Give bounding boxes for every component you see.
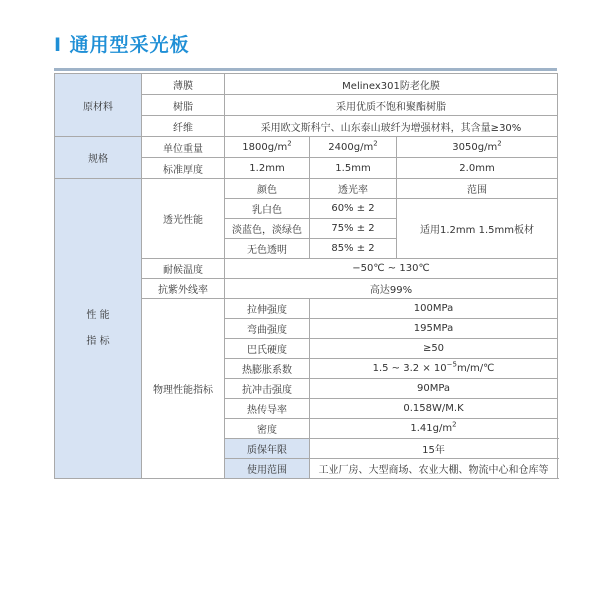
param-name: 标准厚度 xyxy=(142,158,225,179)
param-value: 195MPa xyxy=(310,319,558,339)
param-name: 弯曲强度 xyxy=(225,319,310,339)
param-value: 15年 xyxy=(310,439,558,459)
category-warranty: 质保年限 xyxy=(225,439,310,459)
param-value: 采用欧文斯科宁、山东泰山玻纤为增强材料，其含量≥30% xyxy=(225,116,558,137)
param-name: 拉伸强度 xyxy=(225,299,310,319)
param-value: −50℃ ~ 130℃ xyxy=(225,259,558,279)
param-name: 热膨胀系数 xyxy=(225,359,310,379)
param-value: 90MPa xyxy=(310,379,558,399)
category-spec: 规格 xyxy=(55,137,142,179)
subcategory-physical: 物理性能指标 xyxy=(142,299,225,479)
transmittance-rate: 85% ± 2 xyxy=(310,239,397,259)
param-value: 工业厂房、大型商场、农业大棚、物流中心和仓库等 xyxy=(310,459,558,479)
param-name: 纤维 xyxy=(142,116,225,137)
param-value: ≥50 xyxy=(310,339,558,359)
param-name: 树脂 xyxy=(142,95,225,116)
category-usage: 使用范围 xyxy=(225,459,310,479)
param-value: 1.2mm xyxy=(225,158,310,179)
param-value: 1.5mm xyxy=(310,158,397,179)
param-value: 1.5 ~ $3.2 \times 10^{-5}m/m/℃$ xyxy=(310,359,558,379)
param-value: $1.41g/m^2$ xyxy=(310,419,558,439)
category-material: 原材料 xyxy=(55,74,142,137)
color-name: 乳白色 xyxy=(225,199,310,219)
category-performance: 性 能 指 标 xyxy=(55,179,142,479)
transmittance-rate: 60% ± 2 xyxy=(310,199,397,219)
param-value: 高达99% xyxy=(225,279,558,299)
param-name: 单位重量 xyxy=(142,137,225,158)
color-name: 淡蓝色，淡绿色 xyxy=(225,219,310,239)
param-name: 薄膜 xyxy=(142,74,225,95)
transmittance-rate: 75% ± 2 xyxy=(310,219,397,239)
param-name: 热传导率 xyxy=(225,399,310,419)
table-row xyxy=(55,137,558,158)
param-name: 密度 xyxy=(225,419,310,439)
param-name: 巴氏硬度 xyxy=(225,339,310,359)
weight-2400: $2400g/m^2$ xyxy=(310,137,397,158)
param-name: 耐候温度 xyxy=(142,259,225,279)
column-header: 颜色 xyxy=(225,179,310,199)
page-title: I 通用型采光板 xyxy=(54,34,190,56)
param-name: 抗冲击强度 xyxy=(225,379,310,399)
column-header: 透光率 xyxy=(310,179,397,199)
color-name: 无色透明 xyxy=(225,239,310,259)
param-value: 100MPa xyxy=(310,299,558,319)
subcategory-transmittance: 透光性能 xyxy=(142,179,225,259)
param-value: Melinex301防老化膜 xyxy=(225,74,558,95)
param-value: 2.0mm xyxy=(397,158,558,179)
table-row xyxy=(55,179,558,199)
spec-table xyxy=(54,73,558,479)
applicable-range: 适用1.2mm 1.5mm板材 xyxy=(397,199,558,259)
table-row xyxy=(55,74,558,95)
param-name: 抗紫外线率 xyxy=(142,279,225,299)
param-value: 采用优质不饱和聚酯树脂 xyxy=(225,95,558,116)
top-divider xyxy=(54,68,557,71)
weight-1800: $1800g/m^2$ xyxy=(225,137,310,158)
weight-3050: $3050g/m^2$ xyxy=(397,137,558,158)
column-header: 范围 xyxy=(397,179,558,199)
param-value: 0.158W/M.K xyxy=(310,399,558,419)
